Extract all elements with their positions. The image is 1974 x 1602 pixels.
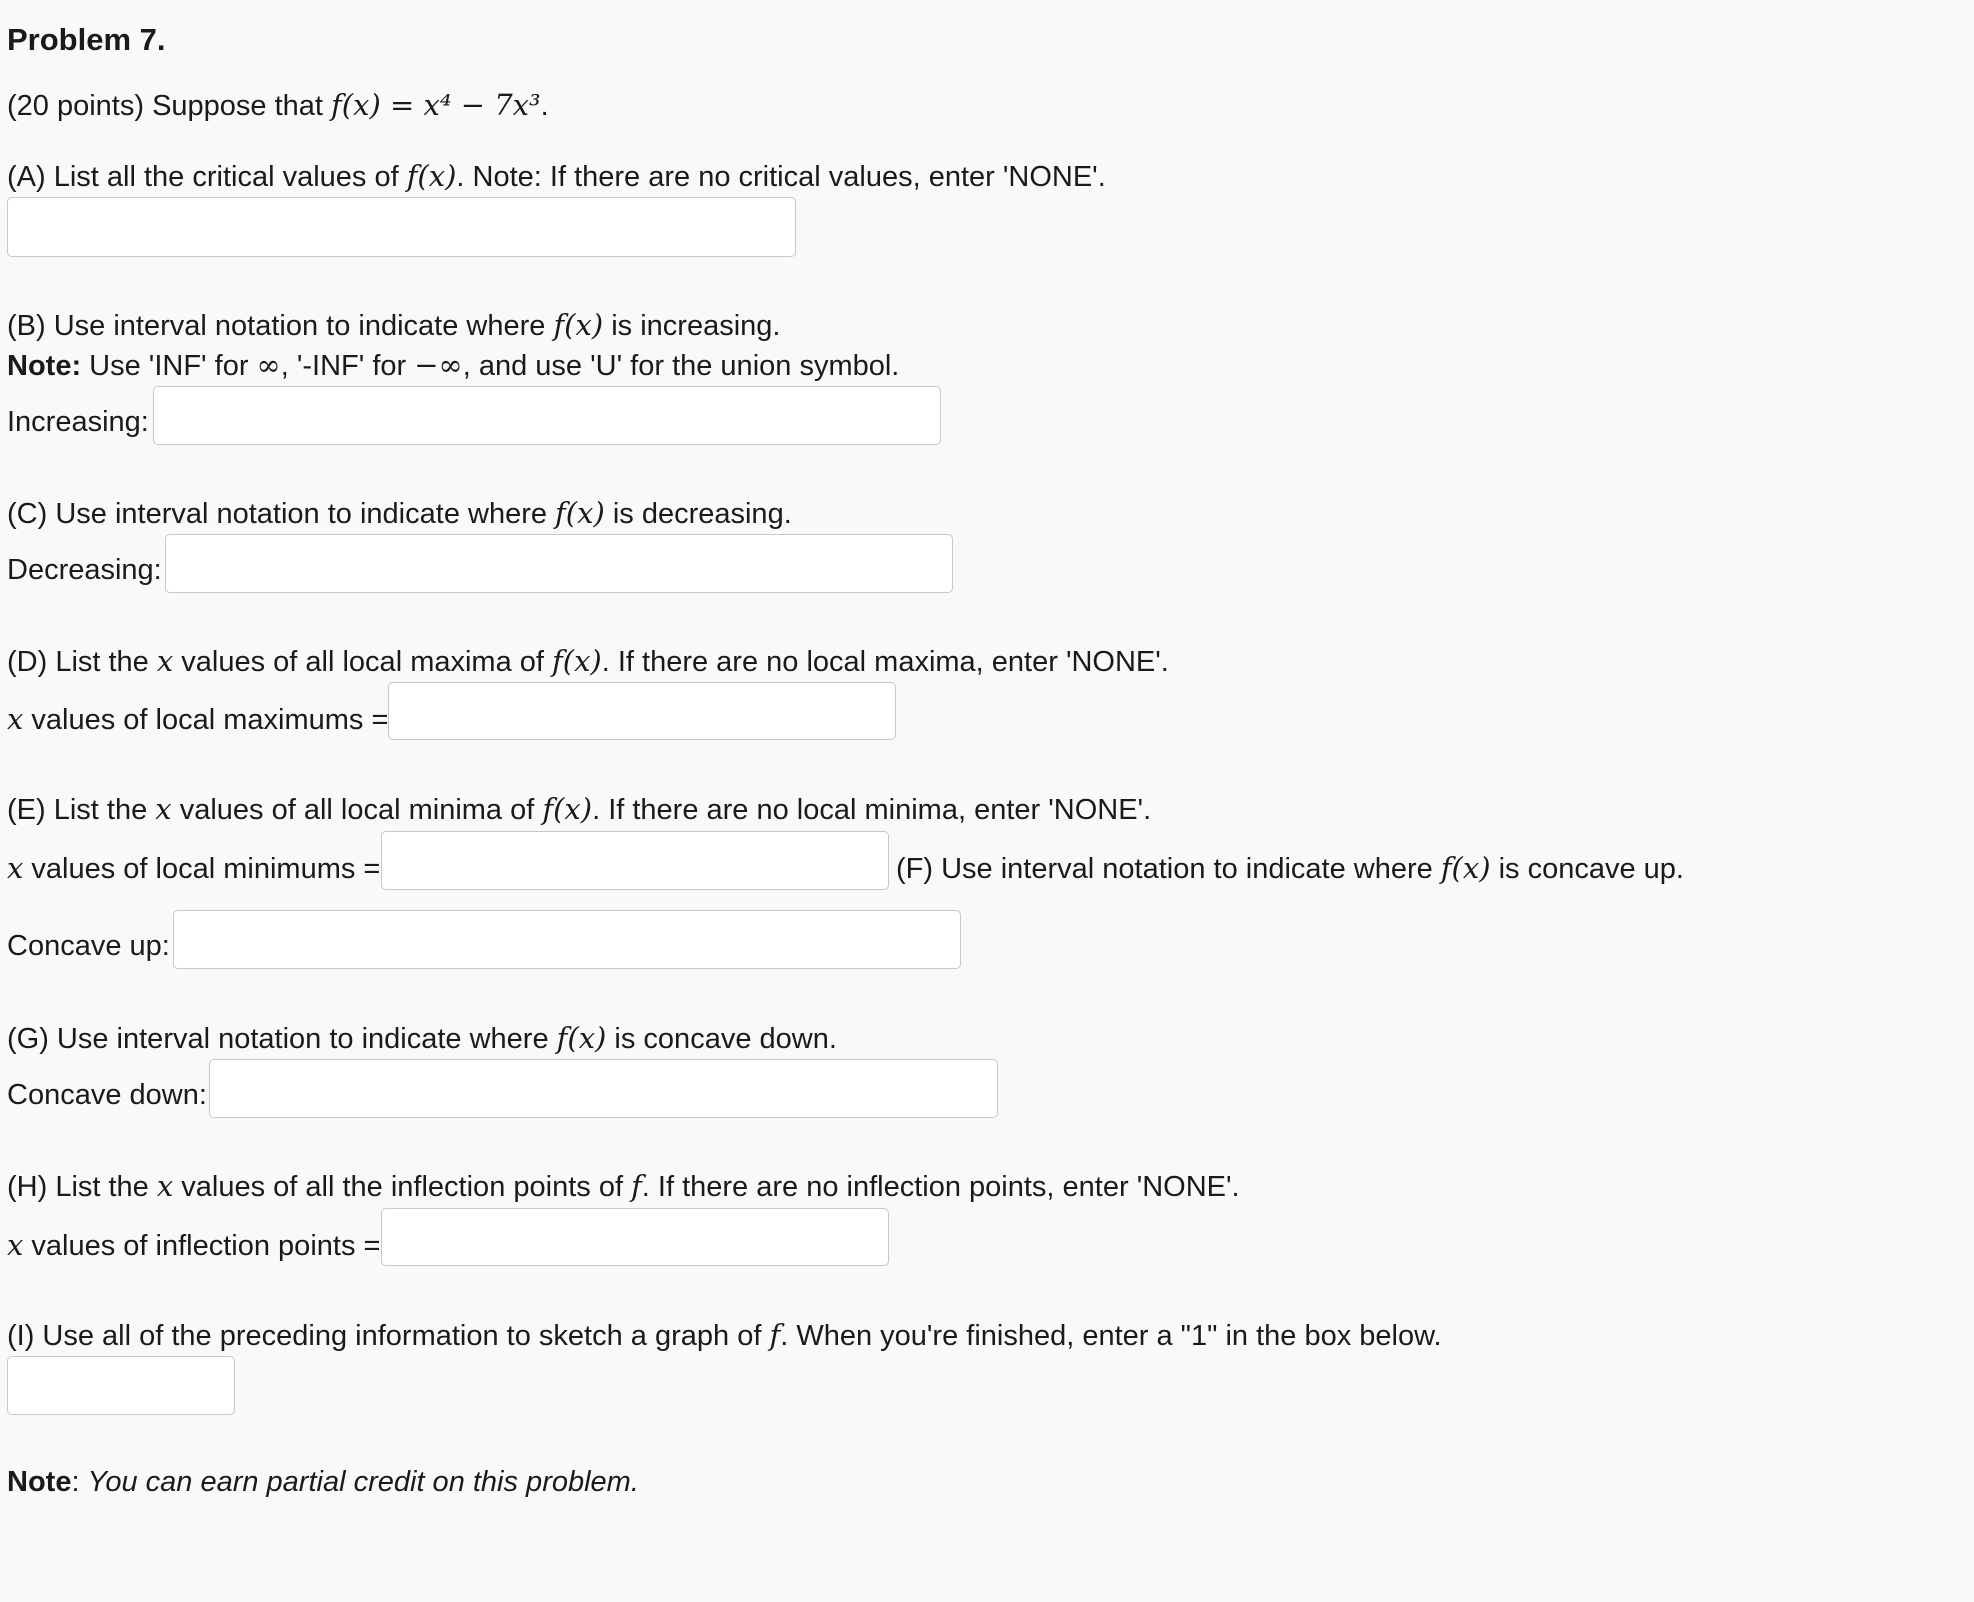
part-e-question [7, 792, 1151, 827]
increasing-label: Increasing: [7, 406, 149, 438]
part-g-suffix: is concave down. [606, 1023, 837, 1055]
function-expression: f(x) = x⁴ − 7x³ [331, 88, 541, 122]
footer-note-colon: : [71, 1466, 88, 1498]
decreasing-label: Decreasing: [7, 554, 162, 586]
part-c-question [7, 496, 792, 531]
part-d-middle: values of all local maxima of [173, 646, 553, 678]
local-minimums-input[interactable] [381, 831, 889, 890]
negative-infinity-symbol: −∞ [414, 348, 463, 382]
part-i-prefix: (I) Use all of the preceding information to sketch a graph of [7, 1320, 770, 1352]
local-max-label-x: x [7, 702, 24, 736]
concave-up-input[interactable] [173, 910, 961, 969]
problem-title: Problem 7. [7, 22, 166, 57]
part-f-prefix: (F) Use interval notation to indicate where [896, 853, 1441, 885]
decreasing-input[interactable] [165, 534, 953, 593]
part-d-suffix: . If there are no local maxima, enter 'NONE'. [601, 646, 1169, 678]
inflection-label-text: values of inflection points = [23, 1230, 381, 1262]
local-maximums-input[interactable] [388, 682, 896, 740]
part-i-f: f [769, 1318, 781, 1352]
part-f-suffix: is concave up. [1490, 853, 1684, 885]
part-e-suffix: . If there are no local minima, enter 'NONE'. [592, 794, 1152, 826]
part-h-middle: values of all the inflection points of [173, 1171, 632, 1203]
part-g-prefix: (G) Use interval notation to indicate where [7, 1023, 557, 1055]
local-min-label-x: x [7, 851, 24, 885]
intro-suffix: . [540, 90, 549, 122]
part-a-prefix: (A) List all the critical values of [7, 161, 407, 193]
part-b-question [7, 308, 780, 343]
part-d-question [7, 644, 1169, 679]
problem-intro [7, 88, 549, 123]
part-b-prefix: (B) Use interval notation to indicate where [7, 310, 554, 342]
critical-values-input[interactable] [7, 197, 796, 257]
part-b-note-text-3: , and use 'U' for the union symbol. [462, 350, 900, 382]
intro-prefix: (20 points) Suppose that [7, 90, 332, 122]
local-maximums-label [7, 702, 388, 737]
local-max-label-text: values of local maximums = [23, 704, 389, 736]
part-e-middle: values of all local minima of [171, 794, 543, 826]
part-h-suffix: . If there are no inflection points, enter 'NONE'. [641, 1171, 1240, 1203]
part-a-suffix: . Note: If there are no critical values, enter 'NONE'. [456, 161, 1106, 193]
part-d-fx: f(x) [552, 644, 602, 678]
part-f-question [896, 851, 1684, 886]
local-min-label-text: values of local minimums = [23, 853, 381, 885]
part-c-fx: f(x) [555, 496, 605, 530]
concave-down-label: Concave down: [7, 1079, 207, 1111]
part-g-question [7, 1021, 837, 1056]
part-e-prefix: (E) List the [7, 794, 156, 826]
part-e-fx: f(x) [542, 792, 593, 826]
part-h-f: f [631, 1169, 642, 1203]
partial-credit-note [7, 1466, 639, 1499]
footer-note-text: You can earn partial credit on this problem. [87, 1466, 639, 1498]
sketch-confirmation-input[interactable] [7, 1356, 235, 1415]
part-a-question [7, 159, 1106, 194]
part-b-suffix: is increasing. [603, 310, 781, 342]
concave-up-label: Concave up: [7, 930, 170, 962]
inflection-points-input[interactable] [381, 1208, 889, 1266]
increasing-input[interactable] [153, 386, 941, 445]
part-c-suffix: is decreasing. [604, 498, 792, 530]
concave-down-input[interactable] [209, 1059, 998, 1118]
infinity-symbol: ∞ [256, 348, 281, 382]
part-c-prefix: (C) Use interval notation to indicate where [7, 498, 556, 530]
part-b-note-text-1: Use 'INF' for [81, 350, 257, 382]
part-b-note [7, 348, 899, 383]
inflection-points-label [7, 1228, 380, 1263]
part-e-x: x [155, 792, 172, 826]
inflection-label-x: x [7, 1228, 24, 1262]
part-b-note-label: Note: [7, 350, 82, 382]
part-h-prefix: (H) List the [7, 1171, 157, 1203]
footer-note-label: Note [7, 1466, 72, 1498]
part-i-suffix: . When you're finished, enter a "1" in the box below. [780, 1320, 1442, 1352]
part-h-x: x [156, 1169, 174, 1203]
part-i-question [7, 1318, 1442, 1353]
part-b-note-text-2: , '-INF' for [280, 350, 415, 382]
part-g-fx: f(x) [556, 1021, 607, 1055]
part-d-prefix: (D) List the [7, 646, 157, 678]
part-f-fx: f(x) [1440, 851, 1491, 885]
local-minimums-label [7, 851, 380, 886]
part-b-fx: f(x) [553, 308, 604, 342]
part-a-fx: f(x) [406, 159, 457, 193]
part-d-x: x [156, 644, 174, 678]
part-h-question [7, 1169, 1240, 1204]
